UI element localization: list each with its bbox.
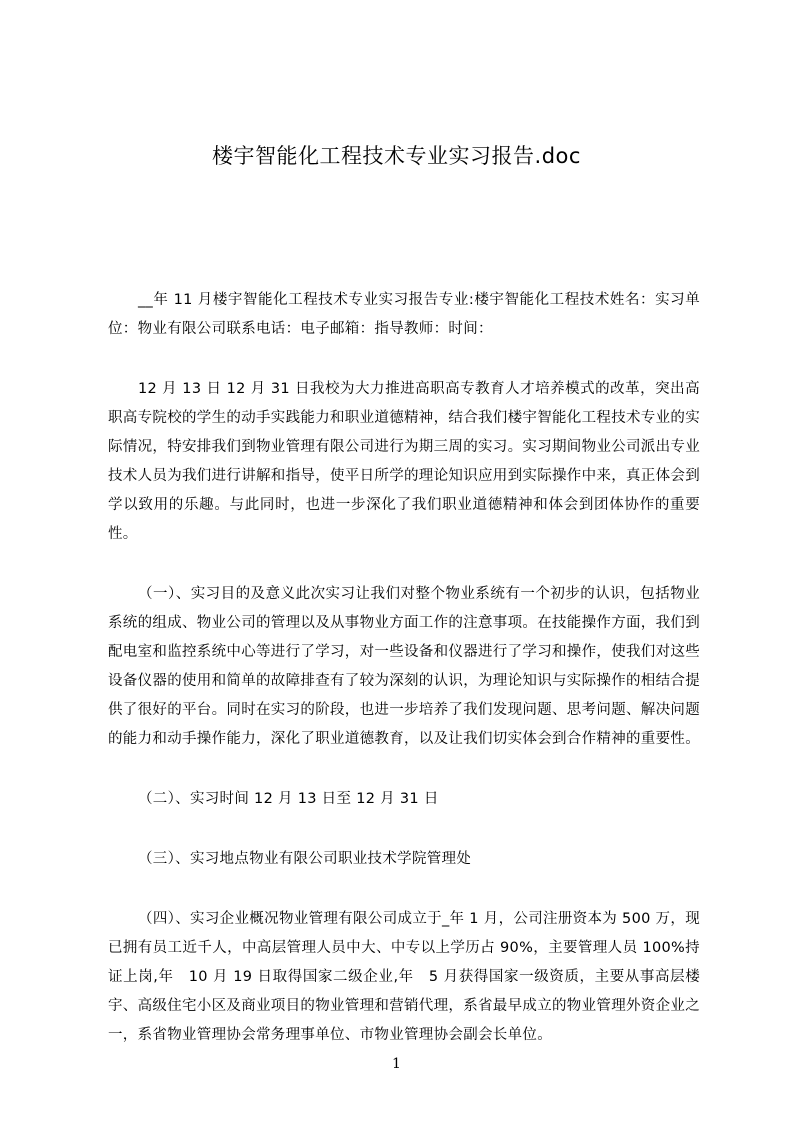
paragraph-company-overview: （四）、实习企业概况物业管理有限公司成立于_年 1 月，公司注册资本为 500 万，现已拥有员工近千人，中高层管理人员中大、中专以上学历占 90%，主要管理人员 100%持证上岗,年 10 月 19 日取得国家二级企业,年 5 月获得国家一级资质，主要从事高层楼宇、高级住宅小区及商业项目的物业管理和营销代理，系省最早成立的物业管理外资企业之一，系省物业管理协会常务理事单位、市物业管理协会副会长单位。 [108, 911, 700, 1043]
paragraph-location: （三）、实习地点物业有限公司职业技术学院管理处 [138, 851, 472, 867]
document-title: 楼宇智能化工程技术专业实习报告.doc [212, 144, 581, 168]
paragraph-report-info: __年 11 月楼宇智能化工程技术专业实习报告专业:楼宇智能化工程技术姓名：实习单位：物业有限公司联系电话：电子邮箱：指导教师：时间： [108, 292, 700, 337]
paragraph-purpose: （一）、实习目的及意义此次实习让我们对整个物业系统有一个初步的认识，包括物业系统的组成、物业公司的管理以及从事物业方面工作的注意事项。在技能操作方面，我们到配电室和监控系统中心等进行了学习，对一些设备和仪器进行了学习和操作，使我们对这些设备仪器的使用和简单的故障排查有了较为深刻的认识，为理论知识与实际操作的相结合提供了很好的平台。同时在实习的阶段，也进一步培养了我们发现问题、思考问题、解决问题的能力和动手操作能力，深化了职业道德教育，以及让我们切实体会到合作精神的重要性。 [108, 586, 700, 747]
paragraph-introduction: 12 月 13 日 12 月 31 日我校为大力推进高职高专教育人才培养模式的改革，突出高职高专院校的学生的动手实践能力和职业道德精神，结合我们楼宇智能化工程技术专业的实际情况，特安排我们到物业管理有限公司进行为期三周的实习。实习期间物业公司派出专业技术人员为我们进行讲解和指导，使平日所学的理论知识应用到实际操作中来，真正体会到学以致用的乐趣。与此同时，也进一步深化了我们职业道德精神和体会到团体协作的重要性。 [108, 381, 700, 542]
paragraph-time: （二）、实习时间 12 月 13 日至 12 月 31 日 [138, 791, 439, 807]
page-number: 1 [392, 1056, 401, 1072]
document-body [108, 286, 700, 1081]
